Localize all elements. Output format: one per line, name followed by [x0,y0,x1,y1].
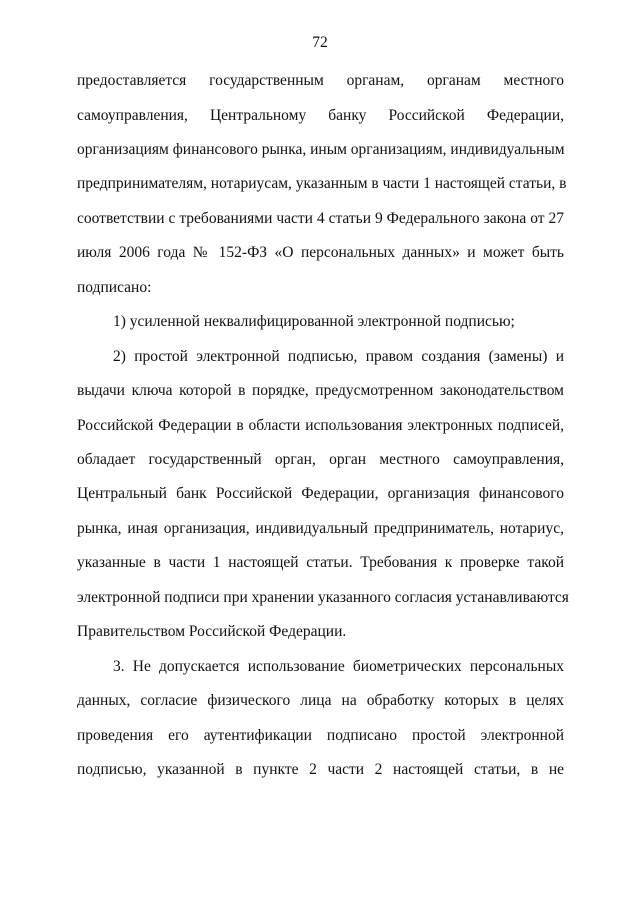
text-line: подписью, указанной в пункте 2 части 2 настоящей статьи, в не [77,761,564,778]
text-line: организациям финансового рынка, иным организациям, индивидуальным [77,140,565,158]
text-line: выдачи ключа которой в порядке, предусмотренном законодательством [77,382,564,400]
text-line: 2) простой электронной подписью, правом создания (замены) и [113,347,564,365]
text-line: Центральный банк Российской Федерации, организация финансового [77,485,564,503]
text-line: предпринимателям, нотариусам, указанным в части 1 настоящей статьи, в [77,175,567,193]
text-line: проведения его аутентификации подписано простой электронной [77,726,564,744]
page-number: 72 [312,34,328,51]
text-line: данных, согласие физического лица на обработку которых в целях [77,692,564,710]
text-line: обладает государственный орган, орган местного самоуправления, [77,451,564,468]
text-line: предоставляется государственным органам, органам местного [77,72,564,89]
text-line: указанные в части 1 настоящей статьи. Требования к проверке такой [77,554,564,572]
text-line: июля 2006 года № 152-ФЗ «О персональных данных» и может быть [77,244,564,262]
text-line: подписано: [77,278,152,296]
text-line: электронной подписи при хранении указанного согласия устанавливаются [77,588,569,606]
text-line: соответствии с требованиями части 4 статьи 9 Федерального закона от 27 [77,209,564,227]
text-line: самоуправления, Центральному банку Российской Федерации, [77,106,564,124]
text-line: Правительством Российской Федерации. [77,623,347,641]
text-line: 1) усиленной неквалифицированной электронной подписью; [113,313,515,331]
text-line: Российской Федерации в области использования электронных подписей, [77,416,564,434]
text-line: 3. Не допускается использование биометрических персональных [113,657,564,675]
text-line: рынка, иная организация, индивидуальный предприниматель, нотариус, [77,519,564,537]
